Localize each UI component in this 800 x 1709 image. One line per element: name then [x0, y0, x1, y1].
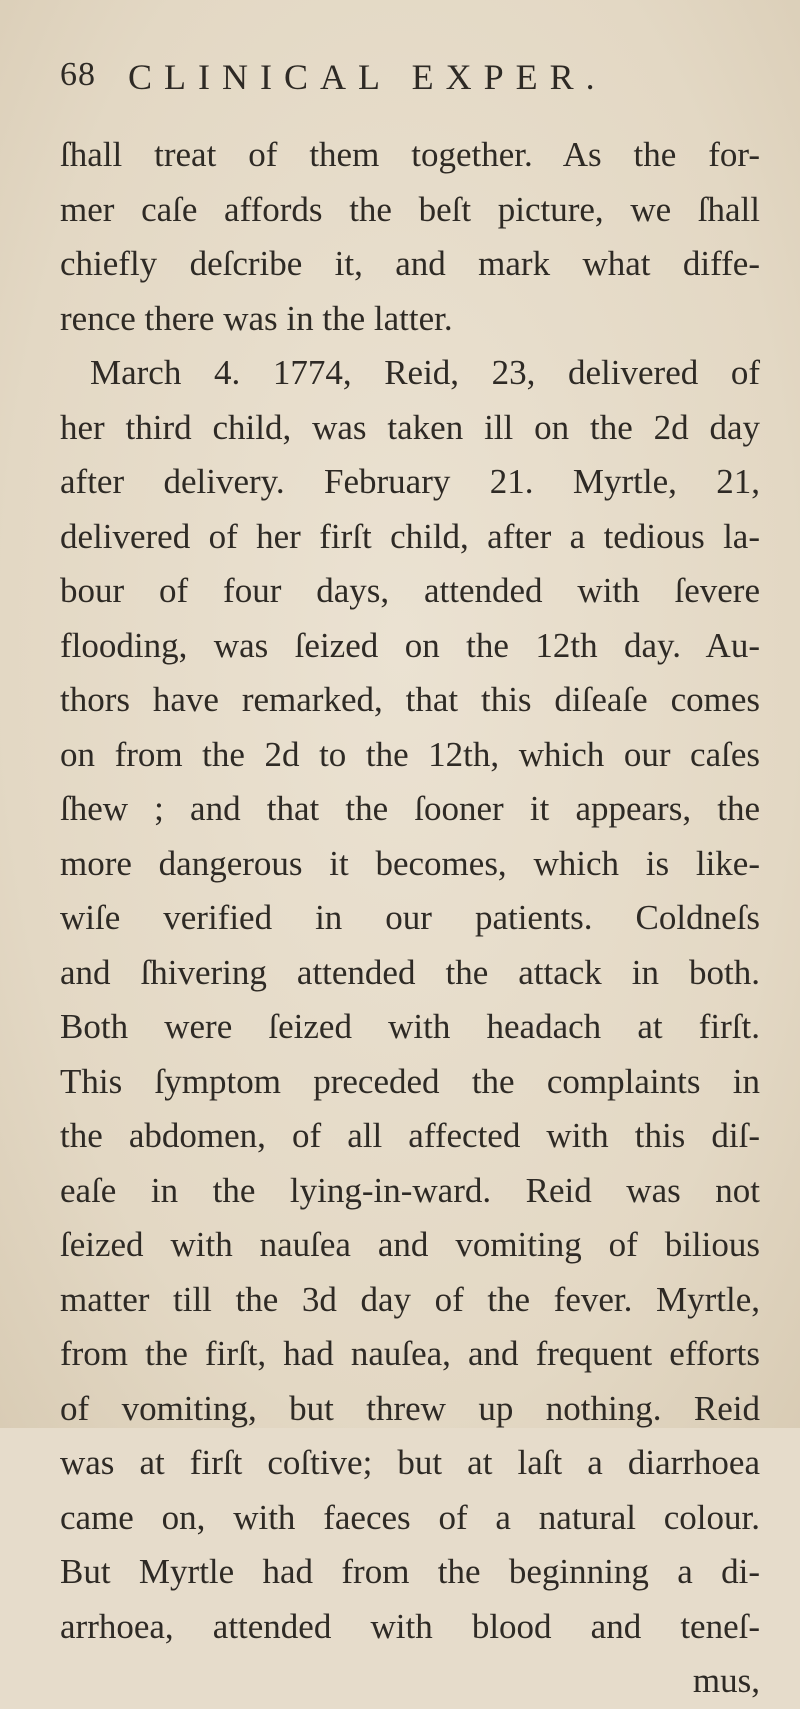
text-line: on from the 2d to the 12th, which our caſes — [60, 734, 760, 774]
text-line: ſeized with nauſea and vomiting of bilious — [60, 1225, 760, 1264]
body-text — [60, 128, 760, 1709]
text-line: chiefly deſcribe it, and mark what diffe- — [60, 244, 760, 283]
text-line: of vomiting, but threw up nothing. Reid — [60, 1388, 760, 1428]
text-line: Both were ſeized with headach at firſt. — [60, 1007, 760, 1046]
text-line: after delivery. February 21. Myrtle, 21, — [60, 462, 760, 501]
text-line: and ſhivering attended the attack in both. — [60, 952, 760, 992]
text-line: arrhoea, attended with blood and teneſ- — [60, 1606, 760, 1646]
text-line: more dangerous it becomes, which is like- — [60, 843, 760, 883]
text-line: ſhall treat of them together. As the for- — [60, 135, 760, 174]
text-line: This ſymptom preceded the complaints in — [60, 1061, 760, 1101]
running-head: CLINICAL EXPER. — [128, 57, 607, 97]
text-line: matter till the 3d day of the fever. Myrtle, — [60, 1279, 760, 1319]
text-line: ſhew ; and that the ſooner it appears, the — [60, 789, 760, 828]
text-line: wiſe verified in our patients. Coldneſs — [60, 898, 760, 937]
text-line: flooding, was ſeized on the 12th day. Au- — [60, 625, 760, 665]
text-line: But Myrtle had from the beginning a di- — [60, 1552, 760, 1591]
text-line: bour of four days, attended with ſevere — [60, 571, 760, 610]
text-line: thors have remarked, that this diſeaſe comes — [60, 680, 760, 719]
text-line: came on, with faeces of a natural colour. — [60, 1497, 760, 1537]
page-header — [60, 56, 760, 106]
catchword: mus, — [692, 1661, 760, 1700]
text-line: mer caſe affords the beſt picture, we ſhall — [60, 189, 760, 229]
text-line: rence there was in the latter. — [60, 298, 453, 338]
text-line: from the firſt, had nauſea, and frequent efforts — [60, 1334, 760, 1373]
page-number: 68 — [60, 56, 96, 93]
text-line: March 4. 1774, Reid, 23, delivered of — [90, 353, 760, 392]
text-line: her third child, was taken ill on the 2d day — [60, 407, 760, 447]
text-line: delivered of her firſt child, after a tedious la- — [60, 516, 760, 556]
text-line: was at firſt coſtive; but at laſt a diarrhoea — [60, 1443, 760, 1482]
text-line: the abdomen, of all affected with this diſ- — [60, 1116, 760, 1155]
text-line: eaſe in the lying-in-ward. Reid was not — [60, 1170, 760, 1210]
